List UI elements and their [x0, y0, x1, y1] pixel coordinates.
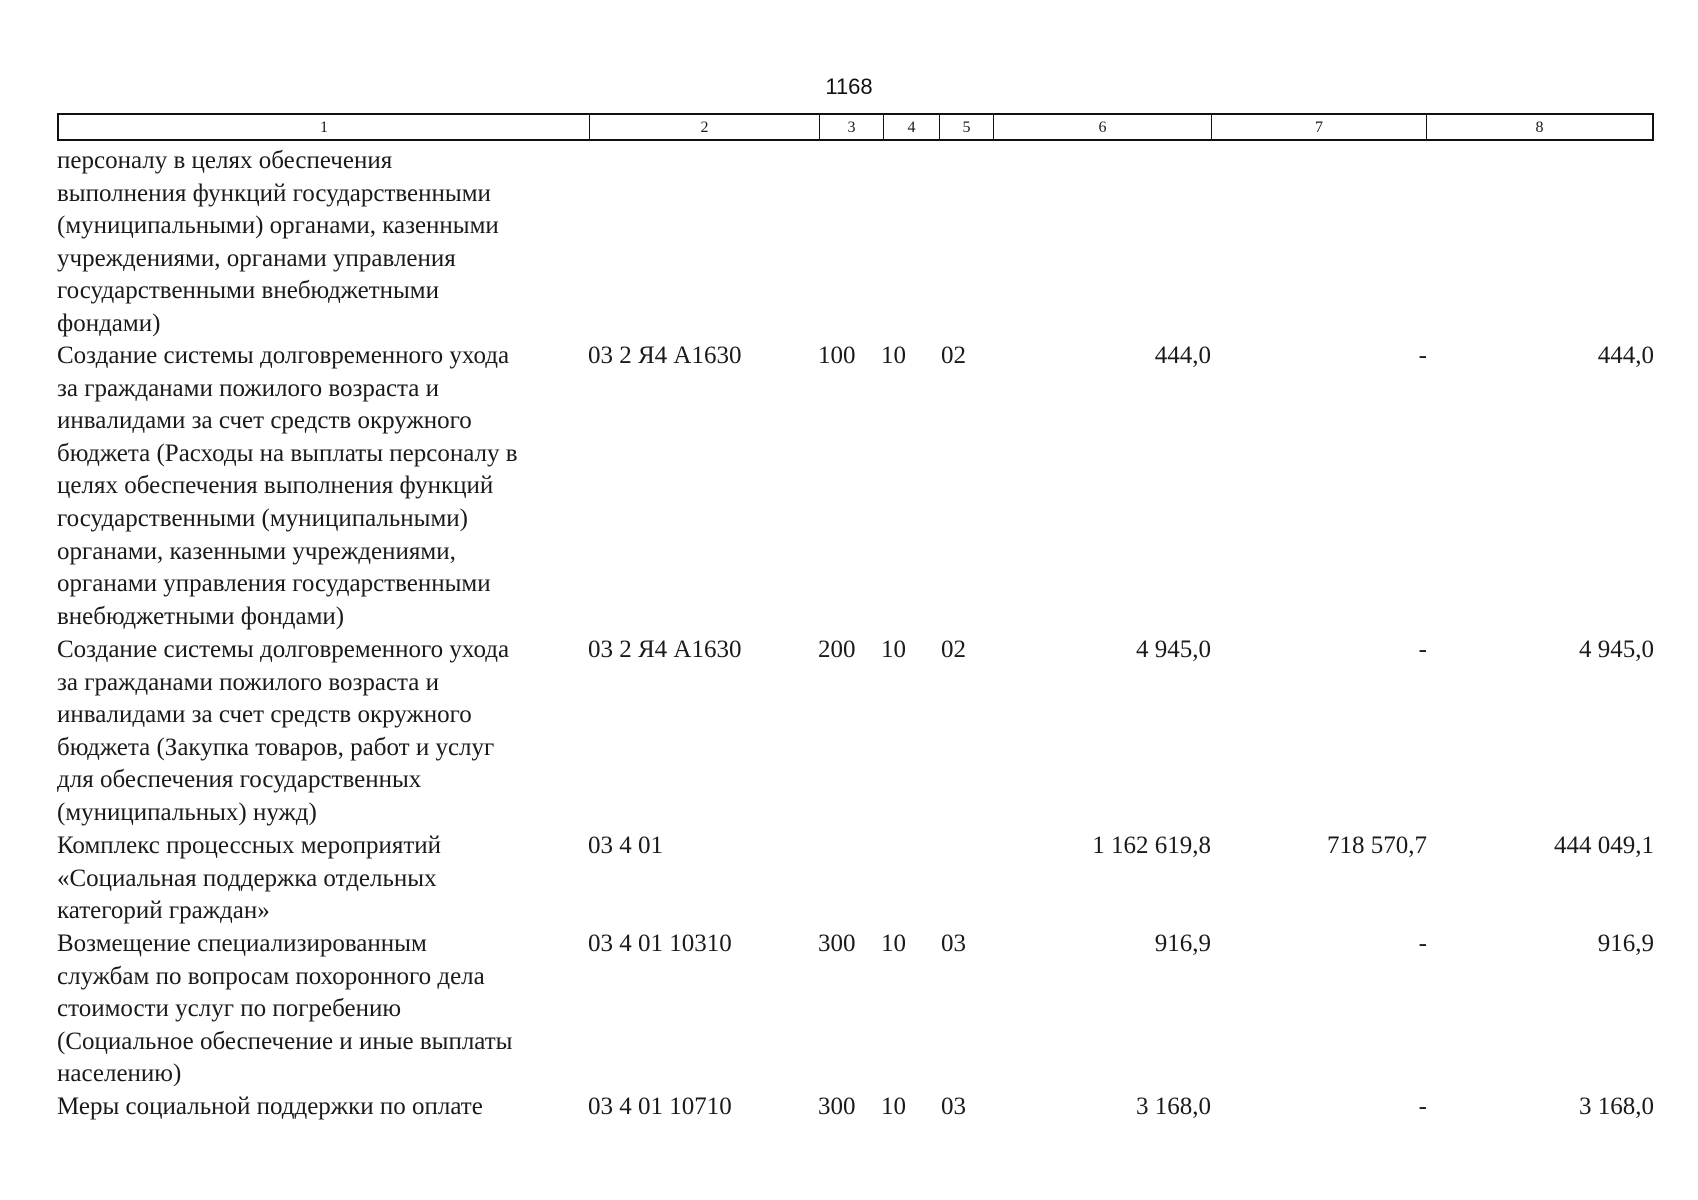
- description-line: категорий граждан»: [57, 897, 270, 925]
- row-code: 03 2 Я4 А1630: [588, 342, 742, 369]
- row-code: 03 2 Я4 А1630: [588, 636, 742, 663]
- header-col-6: 6: [994, 115, 1212, 139]
- row-description: [57, 830, 587, 928]
- row-subsection: 02: [941, 342, 966, 369]
- row-col8: 3 168,0: [1579, 1093, 1654, 1120]
- description-line: инвалидами за счет средств окружного: [57, 407, 472, 435]
- row-total: 3 168,0: [1136, 1093, 1211, 1120]
- description-line: (Социальное обеспечение и иные выплаты: [57, 1027, 513, 1055]
- description-line: за гражданами пожилого возраста и: [57, 374, 440, 402]
- header-col-3: 3: [820, 115, 884, 139]
- description-line: государственными (муниципальными): [57, 504, 468, 532]
- description-line: бюджета (Расходы на выплаты персоналу в: [57, 439, 518, 467]
- row-expense-type: 100: [818, 342, 856, 369]
- description-line: стоимости услуг по погребению: [57, 995, 402, 1023]
- description-line: населению): [57, 1060, 182, 1088]
- row-col7: -: [1418, 636, 1427, 663]
- header-col-4: 4: [884, 115, 940, 139]
- row-subsection: 03: [941, 1093, 966, 1120]
- description-line: Создание системы долговременного ухода: [57, 342, 510, 369]
- description-line: целях обеспечения выполнения функций: [57, 472, 494, 500]
- description-line: внебюджетными фондами): [57, 602, 345, 630]
- description-line: бюджета (Закупка товаров, работ и услуг: [57, 733, 495, 761]
- row-col8: 916,9: [1597, 930, 1654, 957]
- row-section: 10: [881, 1093, 906, 1120]
- description-line: учреждениями, органами управления: [57, 244, 456, 272]
- description-line: органами управления государственными: [57, 570, 491, 598]
- row-subsection: 02: [941, 636, 966, 663]
- description-line: (муниципальных) нужд): [57, 798, 317, 826]
- row-total: 1 162 619,8: [1092, 832, 1211, 859]
- row-col7: -: [1418, 930, 1427, 957]
- row-section: 10: [881, 342, 906, 369]
- row-subsection: 03: [941, 930, 966, 957]
- page-number: 1168: [825, 74, 873, 99]
- header-col-5: 5: [940, 115, 994, 139]
- row-description: [57, 634, 587, 830]
- row-total: 4 945,0: [1136, 636, 1211, 663]
- row-description: [57, 1091, 587, 1124]
- row-section: 10: [881, 636, 906, 663]
- header-col-8: 8: [1535, 119, 1544, 136]
- description-line: государственными внебюджетными: [57, 277, 440, 305]
- row-expense-type: 300: [818, 1093, 856, 1120]
- row-expense-type: 200: [818, 636, 856, 663]
- description-line: службам по вопросам похоронного дела: [57, 962, 485, 990]
- description-line: фондами): [57, 309, 161, 337]
- row-col7: -: [1418, 1093, 1427, 1120]
- row-code: 03 4 01 10710: [588, 1093, 732, 1120]
- description-line: Меры социальной поддержки по оплате: [57, 1093, 483, 1120]
- row-col8: 444,0: [1597, 342, 1654, 369]
- row-col7: -: [1418, 342, 1427, 369]
- row-code: 03 4 01 10310: [588, 930, 732, 957]
- row-description: [57, 928, 587, 1091]
- row-section: 10: [881, 930, 906, 957]
- row-col7: 718 570,7: [1327, 832, 1427, 859]
- description-line: персоналу в целях обеспечения: [57, 147, 393, 174]
- description-line: «Социальная поддержка отдельных: [57, 864, 437, 892]
- header-col-7: 7: [1212, 115, 1427, 139]
- row-total: 916,9: [1154, 930, 1211, 957]
- description-line: для обеспечения государственных: [57, 766, 422, 794]
- description-line: инвалидами за счет средств окружного: [57, 701, 472, 729]
- row-code: 03 4 01: [588, 832, 663, 859]
- row-description: [57, 145, 587, 341]
- row-col8: 444 049,1: [1554, 832, 1654, 859]
- description-line: выполнения функций государственными: [57, 179, 491, 207]
- description-line: органами, казенными учреждениями,: [57, 537, 456, 565]
- row-expense-type: 300: [818, 930, 856, 957]
- description-line: Комплекс процессных мероприятий: [57, 832, 442, 859]
- row-description: [57, 340, 587, 633]
- header-col-2: 2: [590, 115, 820, 139]
- description-line: Создание системы долговременного ухода: [57, 636, 510, 663]
- description-line: (муниципальными) органами, казенными: [57, 212, 499, 240]
- description-line: Возмещение специализированным: [57, 930, 427, 957]
- row-total: 444,0: [1154, 342, 1211, 369]
- table-header-row: [57, 113, 1654, 141]
- header-col-1: 1: [59, 115, 590, 139]
- description-line: за гражданами пожилого возраста и: [57, 668, 440, 696]
- row-col8: 4 945,0: [1579, 636, 1654, 663]
